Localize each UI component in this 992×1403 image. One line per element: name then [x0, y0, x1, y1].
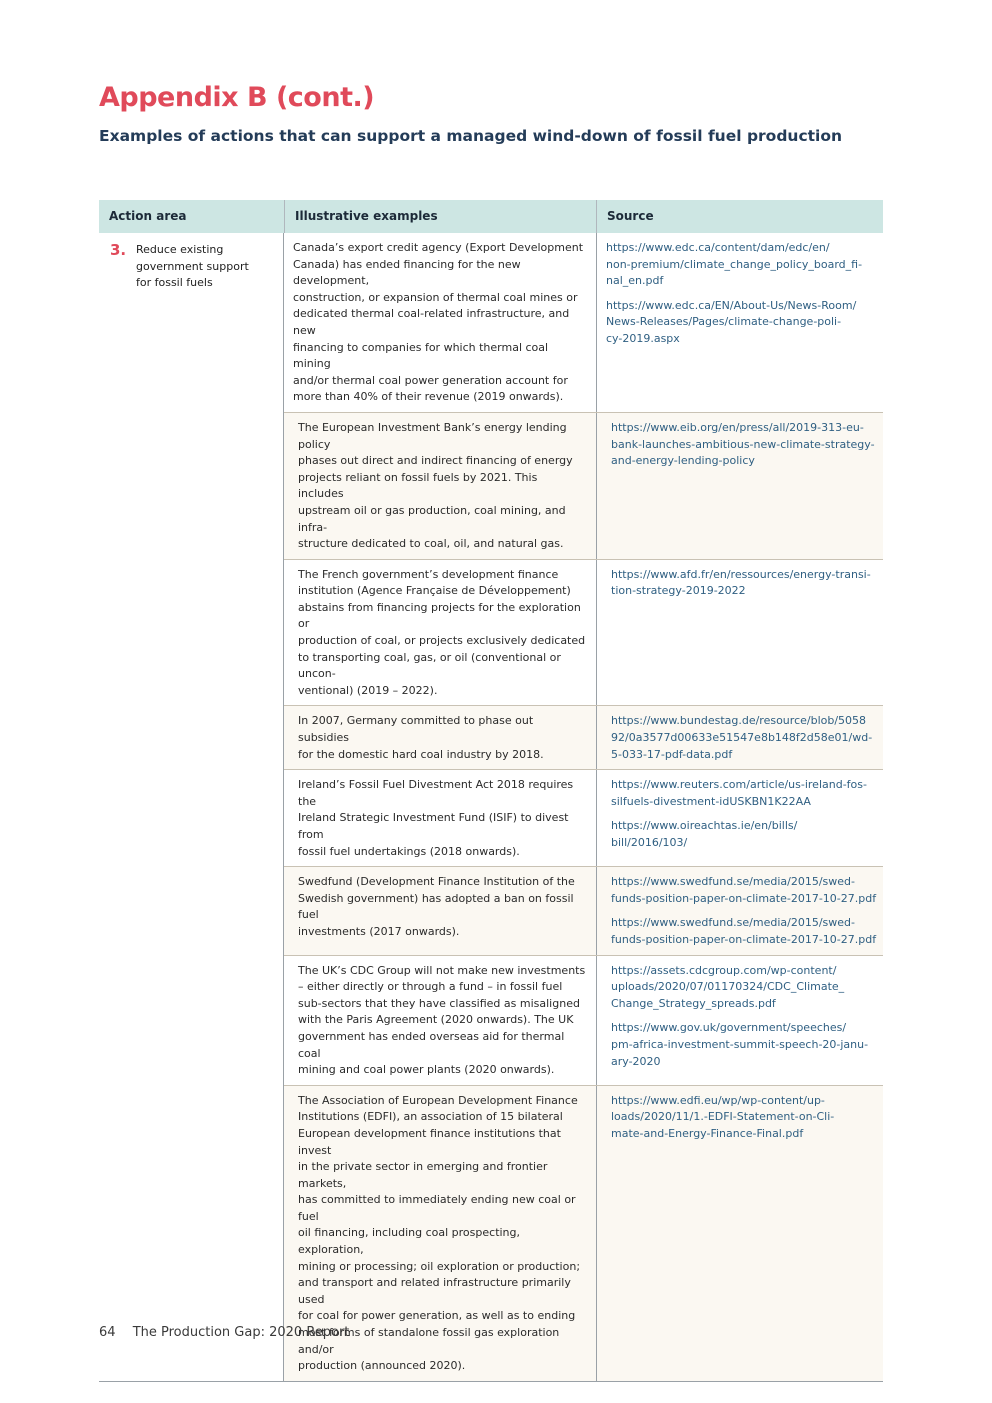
source-link-line: https://www.oireachtas.ie/en/bills/ — [611, 819, 798, 833]
action-label-line: Reduce existing — [136, 243, 224, 256]
example-text-line: Swedish government) has adopted a ban on fossil fuel — [298, 891, 574, 922]
example-text-line: phases out direct and indirect financing of energy — [298, 454, 573, 468]
source-link-line: 5-033-17-pdf-data.pdf — [611, 747, 733, 761]
source-link[interactable] — [611, 874, 875, 907]
source-link-line: https://www.reuters.com/article/us-ireland-fos- — [611, 778, 867, 792]
action-number: 3. — [110, 241, 127, 259]
source-link-line: mate-and-Energy-Finance-Final.pdf — [611, 1126, 804, 1140]
example-text-line: abstains from financing projects for the exploration or — [298, 600, 581, 631]
source-link-line: uploads/2020/07/01170324/CDC_Climate_ — [611, 980, 845, 994]
column-header-illustrative-examples: Illustrative examples — [284, 200, 596, 233]
actions-table — [99, 200, 883, 1382]
source-link[interactable] — [611, 818, 875, 851]
example-cell — [284, 956, 596, 1085]
source-link[interactable] — [606, 298, 875, 348]
example-text-line: most forms of standalone fossil gas exploration and/or — [298, 1326, 560, 1356]
table-row — [284, 705, 883, 769]
example-text-line: ventional) (2019 – 2022). — [298, 683, 438, 697]
example-cell — [284, 413, 596, 559]
example-text-line: In 2007, Germany committed to phase out subsidies — [298, 714, 534, 745]
source-link-line: funds-position-paper-on-climate-2017-10-27.pdf — [611, 932, 877, 946]
page-number: 64 — [99, 1325, 116, 1340]
example-text-line: and transport and related infrastructure primarily used — [298, 1276, 571, 1306]
example-text-line: financing to companies for which thermal coal mining — [293, 340, 549, 371]
page-title: Appendix B (cont.) — [99, 82, 375, 113]
example-text-line: in the private sector in emerging and frontier markets, — [298, 1160, 548, 1190]
source-link-line: Change_Strategy_spreads.pdf — [611, 996, 776, 1010]
example-text-line: to transporting coal, gas, or oil (conventional or uncon- — [298, 650, 561, 681]
example-text-line: Swedfund (Development Finance Institution of the — [298, 875, 575, 889]
source-link-line: https://www.edfi.eu/wp/wp-content/up- — [611, 1093, 825, 1107]
example-text-line: with the Paris Agreement (2020 onwards). The UK — [298, 1013, 574, 1027]
source-link[interactable] — [611, 567, 875, 600]
example-text-line: mining and coal power plants (2020 onwards). — [298, 1063, 555, 1077]
source-link-line: bill/2016/103/ — [611, 836, 688, 849]
table-row — [284, 559, 883, 706]
source-cell — [596, 706, 883, 769]
source-link[interactable] — [611, 1020, 875, 1070]
source-link[interactable] — [611, 420, 875, 470]
example-text-line: mining or processing; oil exploration or production; — [298, 1259, 581, 1273]
example-text-line: construction, or expansion of thermal coal mines or — [293, 290, 578, 304]
source-link[interactable] — [611, 963, 875, 1013]
example-cell — [284, 560, 596, 706]
table-row — [284, 866, 883, 954]
example-cell — [284, 706, 596, 769]
source-link-line: cy-2019.aspx — [606, 331, 680, 345]
page-footer — [99, 1325, 349, 1340]
example-rows — [283, 233, 883, 1381]
source-cell — [596, 233, 883, 412]
example-text-line: for coal for power generation, as well as to ending — [298, 1309, 576, 1323]
example-text-line: The UK’s CDC Group will not make new investments — [298, 963, 586, 977]
example-text-line: more than 40% of their revenue (2019 onwards). — [293, 390, 564, 404]
source-link[interactable] — [611, 777, 875, 810]
source-cell — [596, 770, 883, 866]
example-text-line: Canada’s export credit agency (Export Development — [293, 241, 584, 254]
column-header-source: Source — [596, 200, 883, 233]
source-link-line: tion-strategy-2019-2022 — [611, 584, 746, 598]
example-text-line: Ireland’s Fossil Fuel Divestment Act 2018 requires the — [298, 778, 574, 808]
source-link-line: https://www.eib.org/en/press/all/2019-313-eu- — [611, 420, 864, 434]
source-link-line: https://www.edc.ca/EN/About-Us/News-Room/ — [606, 298, 857, 312]
example-text-line: for the domestic hard coal industry by 2018. — [298, 747, 544, 761]
table-row — [284, 769, 883, 866]
example-text-line: and/or thermal coal power generation account for — [293, 373, 568, 387]
source-cell — [596, 560, 883, 706]
table-body — [99, 233, 883, 1382]
source-link-line: nal_en.pdf — [606, 274, 664, 288]
example-text-line: investments (2017 onwards). — [298, 924, 460, 938]
example-text-line: production (announced 2020). — [298, 1359, 466, 1373]
source-link-line: https://assets.cdcgroup.com/wp-content/ — [611, 963, 837, 977]
example-text-line: The Association of European Development Finance — [298, 1093, 578, 1107]
source-link-line: https://www.swedfund.se/media/2015/swed- — [611, 916, 855, 930]
source-link-line: non-premium/climate_change_policy_board_fi- — [606, 257, 863, 271]
example-cell — [284, 233, 596, 412]
source-link-line: https://www.edc.ca/content/dam/edc/en/ — [606, 241, 830, 254]
example-text-line: – either directly or through a fund – in fossil fuel — [298, 980, 563, 994]
action-label-line: for fossil fuels — [136, 276, 213, 289]
example-text-line: government has ended overseas aid for thermal coal — [298, 1029, 565, 1060]
example-text-line: The European Investment Bank’s energy lending policy — [298, 420, 567, 451]
action-area-cell — [99, 233, 283, 1381]
source-link-line: 92/0a3577d00633e51547e8b148f2d58e01/wd- — [611, 731, 873, 745]
report-title: The Production Gap: 2020 Report — [132, 1325, 350, 1340]
source-link-line: https://www.gov.uk/government/speeches/ — [611, 1021, 847, 1035]
source-link-line: loads/2020/11/1.-EDFI-Statement-on-Cli- — [611, 1110, 835, 1124]
example-cell — [284, 770, 596, 866]
source-link-line: https://www.afd.fr/en/ressources/energy-transi- — [611, 567, 871, 581]
example-text-line: Ireland Strategic Investment Fund (ISIF) to divest from — [298, 811, 569, 841]
example-text-line: sub-sectors that they have classified as misaligned — [298, 996, 580, 1010]
source-link-line: silfuels-divestment-idUSKBN1K22AA — [611, 794, 811, 808]
example-text-line: European development finance institutions that invest — [298, 1126, 561, 1157]
table-header — [99, 200, 883, 233]
source-link[interactable] — [611, 915, 875, 948]
table-row — [284, 1085, 883, 1381]
page-subtitle: Examples of actions that can support a managed wind-down of fossil fuel production — [99, 127, 843, 145]
source-link-line: News-Releases/Pages/climate-change-poli- — [606, 315, 842, 329]
source-link-line: https://www.bundestag.de/resource/blob/5058 — [611, 714, 867, 728]
source-link-line: bank-launches-ambitious-new-climate-strategy- — [611, 437, 875, 451]
table-row — [284, 955, 883, 1085]
source-link-line: pm-africa-investment-summit-speech-20-janu- — [611, 1037, 869, 1051]
example-text-line: has committed to immediately ending new coal or fuel — [298, 1193, 576, 1223]
source-cell — [596, 1086, 883, 1381]
example-text-line: fossil fuel undertakings (2018 onwards). — [298, 844, 520, 858]
source-cell — [596, 867, 883, 954]
source-link-line: https://www.swedfund.se/media/2015/swed- — [611, 875, 855, 889]
example-text-line: dedicated thermal coal-related infrastructure, and new — [293, 307, 570, 337]
source-link-line: funds-position-paper-on-climate-2017-10-27.pdf — [611, 891, 877, 905]
source-link-line: ary-2020 — [611, 1054, 661, 1068]
example-text-line: projects reliant on fossil fuels by 2021. This includes — [298, 470, 538, 501]
source-link[interactable] — [606, 240, 875, 290]
example-text-line: Institutions (EDFI), an association of 15 bilateral — [298, 1110, 563, 1124]
example-text-line: upstream oil or gas production, coal mining, and infra- — [298, 503, 566, 534]
column-header-action-area: Action area — [109, 209, 187, 223]
example-text-line: The French government’s development finance — [298, 567, 559, 581]
source-cell — [596, 413, 883, 559]
action-label-line: government support — [136, 259, 249, 273]
table-row — [284, 233, 883, 412]
source-link[interactable] — [611, 713, 875, 763]
example-cell — [284, 867, 596, 954]
example-text-line: production of coal, or projects exclusively dedicated — [298, 634, 586, 648]
source-link[interactable] — [611, 1093, 875, 1143]
source-cell — [596, 956, 883, 1085]
example-text-line: oil financing, including coal prospecting, exploration, — [298, 1226, 521, 1257]
table-row — [284, 412, 883, 559]
example-text-line: structure dedicated to coal, oil, and natural gas. — [298, 537, 564, 551]
source-link-line: and-energy-lending-policy — [611, 454, 755, 468]
example-text-line: Canada) has ended financing for the new development, — [293, 257, 521, 288]
example-text-line: institution (Agence Française de Développement) — [298, 584, 571, 598]
